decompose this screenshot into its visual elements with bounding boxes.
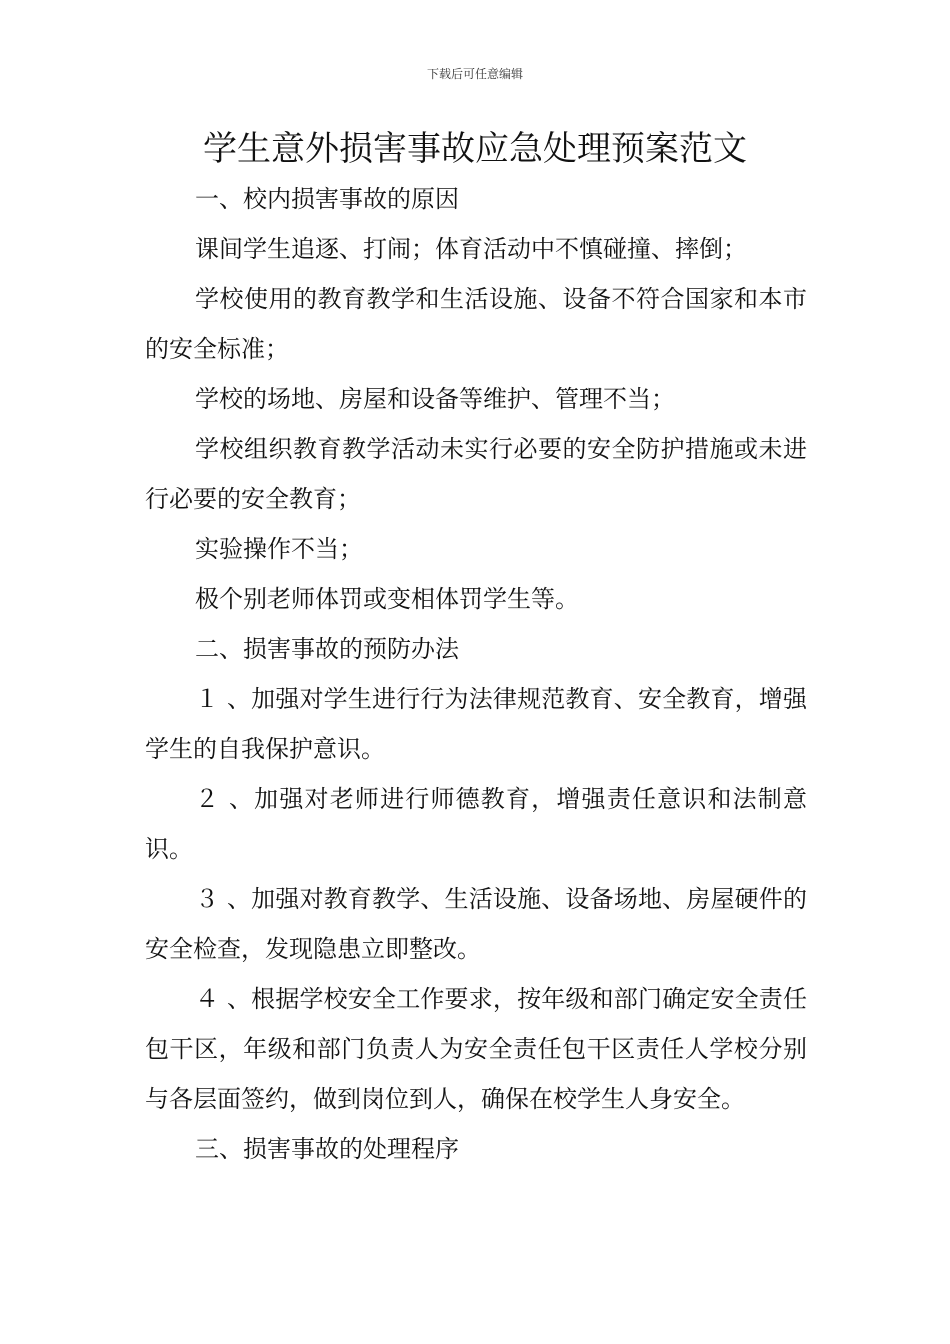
section-heading-causes: 一、校内损害事故的原因	[195, 185, 459, 213]
paragraph-cause-5: 实验操作不当；	[195, 535, 363, 563]
paragraph-cause-1: 课间学生追逐、打闹；体育活动中不慎碰撞、摔倒；	[195, 235, 747, 263]
paragraph-prevention-3: ３ 、加强对教育教学、生活设施、设备场地、房屋硬件的安全检查，发现隐患立即整改。	[145, 885, 807, 963]
paragraph-cause-2: 学校使用的教育教学和生活设施、设备不符合国家和本市的安全标准；	[145, 285, 807, 363]
paragraph-prevention-2: ２ 、加强对老师进行师德教育，增强责任意识和法制意识。	[145, 785, 807, 863]
paragraph-prevention-1: １ 、加强对学生进行行为法律规范教育、安全教育，增强学生的自我保护意识。	[145, 685, 807, 763]
paragraph-cause-4: 学校组织教育教学活动未实行必要的安全防护措施或未进行必要的安全教育；	[145, 435, 807, 513]
paragraph-cause-6: 极个别老师体罚或变相体罚学生等。	[195, 585, 579, 613]
paragraph-cause-3: 学校的场地、房屋和设备等维护、管理不当；	[195, 385, 675, 413]
section-heading-procedure: 三、损害事故的处理程序	[195, 1135, 459, 1163]
section-heading-prevention: 二、损害事故的预防办法	[195, 635, 459, 663]
page-header-note: 下载后可任意编辑	[426, 67, 523, 81]
paragraph-prevention-4: ４ 、根据学校安全工作要求，按年级和部门确定安全责任包干区，年级和部门负责人为安全责任包干区责任人学校分别与各层面签约，做到岗位到人，确保在校学生人身安全。	[145, 985, 807, 1113]
document-title: 学生意外损害事故应急处理预案范文	[203, 129, 747, 169]
document-body	[145, 174, 807, 1174]
